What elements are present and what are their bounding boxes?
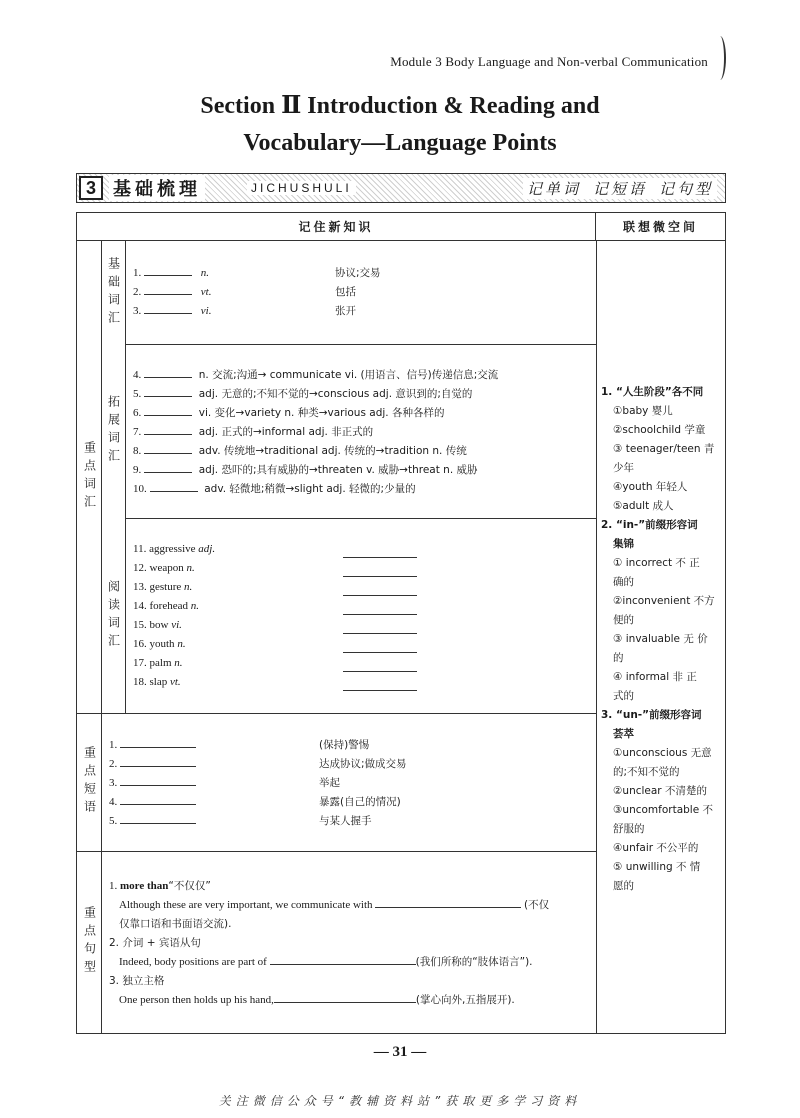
item-number: 1.	[133, 267, 142, 279]
reading-word: 11. aggressive	[133, 543, 196, 555]
note-item: ①unconscious 无意	[613, 747, 712, 759]
note-heading: 3. “un-”前缀形容词	[601, 709, 702, 721]
section-title-line-2: Vocabulary—Language Points	[243, 130, 557, 156]
sentence-2-hint: (我们所称的“肢体语言”).	[415, 956, 533, 968]
note-heading: 2. “in-”前缀形容词	[601, 519, 698, 531]
banner-item-words: 记单词	[526, 179, 581, 198]
sentence-1-text	[119, 896, 549, 915]
phrase-row	[109, 774, 196, 793]
basic-vocab-row	[133, 283, 211, 302]
sentence-1-gloss: “不仅仅”	[168, 880, 211, 892]
row-divider-vocab	[77, 713, 596, 714]
item-number: 5.	[133, 388, 142, 400]
item-number: 6.	[133, 407, 142, 419]
reading-word: 14. forehead	[133, 600, 188, 612]
reading-word: 12. weapon	[133, 562, 184, 574]
sentence-3-english: One person then holds up his hand,	[119, 994, 274, 1006]
sentence-1-heading	[109, 877, 211, 896]
reading-vocab-row	[133, 559, 195, 578]
note-item: ③ teenager/teen 青	[613, 443, 715, 455]
answer-blank[interactable]	[144, 442, 192, 454]
reading-vocab-row	[133, 654, 183, 673]
answer-blank[interactable]	[144, 264, 192, 276]
section-banner	[76, 173, 726, 203]
row-divider-phrases	[77, 851, 596, 852]
extended-vocab-text: adj. 无意的;不知不觉的→conscious adj. 意识到的;自觉的	[198, 388, 473, 400]
answer-blank[interactable]	[270, 953, 416, 965]
item-number: 3.	[133, 305, 142, 317]
sentence-3-hint: (掌心向外,五指展开).	[415, 994, 515, 1006]
note-item: 舒服的	[613, 823, 645, 835]
vocab-section-label	[77, 241, 101, 713]
phrase-row	[109, 755, 196, 774]
knowledge-table	[76, 212, 726, 1034]
reading-vocab-row	[133, 578, 192, 597]
extended-vocab-row	[133, 385, 472, 404]
extended-vocab-label	[101, 344, 125, 518]
row-divider-extended	[125, 518, 596, 519]
page-corner-curl	[714, 36, 726, 80]
part-of-speech: vi.	[200, 305, 212, 317]
row-divider-basic	[125, 344, 596, 345]
extended-vocab-text: adv. 传统地→traditional adj. 传统的→tradition n. 传统	[198, 445, 467, 457]
sentence-1-key-phrase: more than	[120, 880, 169, 892]
extended-vocab-row	[133, 423, 373, 442]
extended-vocab-row	[133, 404, 444, 423]
part-of-speech: n.	[200, 267, 209, 279]
phrase-meaning: 举起	[319, 777, 340, 789]
note-item: 式的	[613, 690, 634, 702]
meaning-blank[interactable]	[343, 576, 417, 577]
answer-blank[interactable]	[120, 736, 196, 748]
note-item: ④unfair 不公平的	[613, 842, 699, 854]
answer-blank[interactable]	[120, 755, 196, 767]
part-of-speech: n.	[177, 638, 186, 650]
part-of-speech: vt.	[200, 286, 212, 298]
page-number: — 31 —	[373, 1044, 427, 1060]
association-notes	[601, 383, 719, 896]
sentence-1-english: Although these are very important, we communicate with	[119, 899, 373, 911]
extended-vocab-text: adv. 轻微地;稍微→slight adj. 轻微的;少量的	[204, 483, 416, 495]
note-item: ②schoolchild 学童	[613, 424, 706, 436]
item-number: 4.	[109, 796, 118, 808]
meaning-blank[interactable]	[343, 614, 417, 615]
note-item: ②inconvenient 不方	[613, 595, 715, 607]
sentence-3-heading: 3. 独立主格	[109, 975, 165, 987]
meaning-blank[interactable]	[343, 557, 417, 558]
extended-vocab-row	[133, 461, 478, 480]
extended-vocab-text: vi. 变化→variety n. 种类→various adj. 各种各样的	[198, 407, 445, 419]
part-of-speech: n.	[190, 600, 199, 612]
item-number: 10.	[133, 483, 147, 495]
extended-vocab-label-text: 拓展词汇	[106, 395, 121, 467]
basic-vocab-meaning: 张开	[335, 305, 356, 317]
reading-vocab-row	[133, 673, 181, 692]
footer-note: 关注微信公众号“教辅资料站”获取更多学习资料	[218, 1094, 582, 1108]
item-number: 4.	[133, 369, 142, 381]
note-item: ②unclear 不清楚的	[613, 785, 707, 797]
phrase-meaning: (保持)警惕	[319, 739, 370, 751]
item-number: 2.	[109, 758, 118, 770]
note-heading: 1. “人生阶段”各不同	[601, 386, 704, 398]
phrase-row	[109, 793, 196, 812]
meaning-blank[interactable]	[343, 633, 417, 634]
note-item: 的;不知不觉的	[613, 766, 680, 778]
item-number: 5.	[109, 815, 118, 827]
note-item: 便的	[613, 614, 634, 626]
extended-vocab-row	[133, 480, 416, 499]
note-item: ③uncomfortable 不	[613, 804, 714, 816]
basic-vocab-meaning: 协议;交易	[335, 267, 381, 279]
note-item: 少年	[613, 462, 634, 474]
reading-vocab-row	[133, 540, 215, 559]
note-item: 确的	[613, 576, 634, 588]
column-divider	[596, 241, 597, 1033]
basic-vocab-row	[133, 302, 211, 321]
part-of-speech: vt.	[169, 676, 181, 688]
item-number: 7.	[133, 426, 142, 438]
answer-blank[interactable]	[144, 423, 192, 435]
note-item: ⑤ unwilling 不 情	[613, 861, 701, 873]
meaning-blank[interactable]	[343, 595, 417, 596]
answer-blank[interactable]	[120, 793, 196, 805]
basic-vocab-label	[101, 241, 125, 344]
banner-items	[523, 178, 717, 199]
note-item: ④ informal 非 正	[613, 671, 697, 683]
part-of-speech: adj.	[198, 543, 216, 555]
meaning-blank[interactable]	[343, 690, 417, 691]
reading-vocab-row	[133, 616, 182, 635]
phrases-label	[77, 713, 101, 851]
note-item: ③ invaluable 无 价	[613, 633, 708, 645]
note-item: 的	[613, 652, 624, 664]
basic-vocab-label-text: 基础词汇	[106, 256, 121, 329]
banner-title: 基础梳理	[109, 175, 205, 201]
extended-vocab-text: n. 交流;沟通→ communicate vi. (用语言、信号)传递信息;交流	[198, 369, 499, 381]
sentence-2-heading: 2. 介词 + 宾语从句	[109, 937, 201, 949]
phrases-label-text: 重点短语	[82, 746, 97, 818]
part-of-speech: n.	[186, 562, 195, 574]
answer-blank[interactable]	[144, 461, 192, 473]
answer-blank[interactable]	[144, 302, 192, 314]
phrase-meaning: 暴露(自己的情况)	[319, 796, 401, 808]
phrase-meaning: 与某人握手	[319, 815, 372, 827]
note-heading-continued: 荟萃	[613, 728, 634, 740]
note-item: ① incorrect 不 正	[613, 557, 700, 569]
sentence-3-text	[119, 991, 515, 1010]
banner-item-sentences: 记句型	[658, 179, 713, 198]
answer-blank[interactable]	[120, 812, 196, 824]
reading-word: 17. palm	[133, 657, 172, 669]
basic-vocab-meaning: 包括	[335, 286, 356, 298]
extended-vocab-text: adj. 正式的→informal adj. 非正式的	[198, 426, 374, 438]
reading-vocab-label-text: 阅读词汇	[106, 579, 121, 652]
answer-blank[interactable]	[144, 283, 192, 295]
item-number: 1.	[109, 880, 118, 892]
reading-vocab-label	[101, 518, 125, 713]
meaning-blank[interactable]	[343, 671, 417, 672]
section-title-line-1: Section Ⅱ Introduction & Reading and	[200, 93, 600, 119]
extended-vocab-text: adj. 恐吓的;具有威胁的→threaten v. 威胁→threat n. 威胁	[198, 464, 478, 476]
sentence-2-english: Indeed, body positions are part of	[119, 956, 267, 968]
item-number: 2.	[133, 286, 142, 298]
right-column-header: 联想微空间	[596, 213, 725, 241]
answer-blank[interactable]	[144, 404, 192, 416]
sentence-1-hint-continued: 仅靠口语和书面语交流).	[119, 918, 232, 930]
reading-vocab-row	[133, 597, 199, 616]
reading-word: 18. slap	[133, 676, 168, 688]
banner-number: 3	[79, 176, 103, 200]
item-number: 1.	[109, 739, 118, 751]
sentences-label-text: 重点句型	[82, 906, 97, 978]
sentence-2-text	[119, 953, 533, 972]
phrase-meaning: 达成协议;做成交易	[319, 758, 407, 770]
running-head: Module 3 Body Language and Non-verbal Communication	[390, 54, 708, 69]
reading-vocab-row	[133, 635, 186, 654]
item-number: 3.	[109, 777, 118, 789]
note-item: ④youth 年轻人	[613, 481, 688, 493]
extended-vocab-row	[133, 366, 498, 385]
note-item: ①baby 婴儿	[613, 405, 673, 417]
note-heading-continued: 集锦	[613, 538, 634, 550]
part-of-speech: n.	[174, 657, 183, 669]
item-number: 9.	[133, 464, 142, 476]
note-item: 愿的	[613, 880, 634, 892]
answer-blank[interactable]	[375, 896, 521, 908]
answer-blank[interactable]	[274, 991, 416, 1003]
item-number: 8.	[133, 445, 142, 457]
meaning-blank[interactable]	[343, 652, 417, 653]
answer-blank[interactable]	[150, 480, 198, 492]
phrase-row	[109, 736, 196, 755]
left-column-header: 记住新知识	[77, 213, 596, 241]
note-item: ⑤adult 成人	[613, 500, 674, 512]
phrase-row	[109, 812, 196, 831]
banner-item-phrases: 记短语	[592, 179, 647, 198]
basic-vocab-row	[133, 264, 209, 283]
reading-word: 16. youth	[133, 638, 175, 650]
inner-label-divider	[125, 241, 126, 713]
answer-blank[interactable]	[120, 774, 196, 786]
reading-word: 15. bow	[133, 619, 169, 631]
part-of-speech: vi.	[171, 619, 182, 631]
banner-pinyin: JICHUSHULI	[247, 181, 356, 195]
extended-vocab-row	[133, 442, 467, 461]
answer-blank[interactable]	[144, 385, 192, 397]
sentence-1-hint: (不仅	[524, 899, 550, 911]
part-of-speech: n.	[184, 581, 193, 593]
vocab-label-text: 重点词汇	[82, 441, 97, 513]
sentences-label	[77, 851, 101, 1033]
answer-blank[interactable]	[144, 366, 192, 378]
reading-word: 13. gesture	[133, 581, 182, 593]
